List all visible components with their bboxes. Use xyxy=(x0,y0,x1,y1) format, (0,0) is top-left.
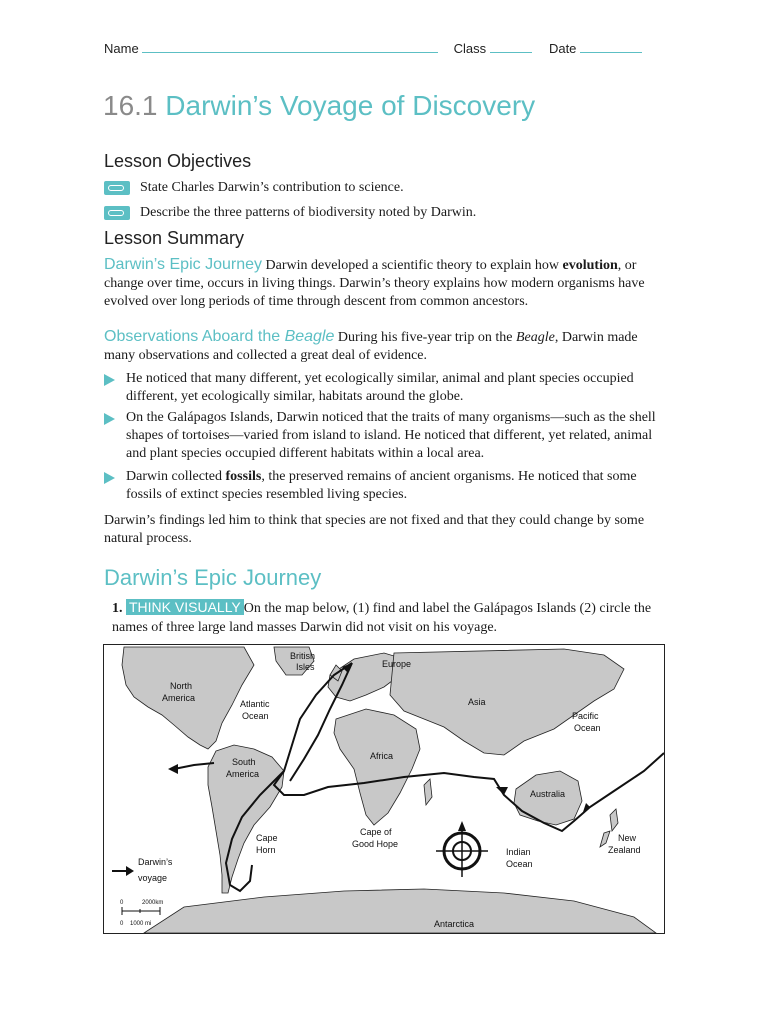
lesson-title: Darwin’s Voyage of Discovery xyxy=(165,90,536,121)
map-label-new-zealand: Zealand xyxy=(608,845,641,855)
scale-label: 0 xyxy=(120,921,124,927)
bullet-text: , the preserved remains of ancient organisms. He noticed that some fossils of extinct species resembled living species. xyxy=(126,469,637,502)
bullet-text: On the Galápagos Islands, Darwin noticed that the traits of many organisms—such as the shell shapes of tortoises—varied from island to island. He noticed that different, yet related, animal and plant species occupied different habitats within a local area. xyxy=(126,410,656,461)
question-number: 1. xyxy=(112,601,123,616)
bullet-item xyxy=(104,370,669,406)
bold-term: fossils xyxy=(225,469,262,484)
name-label: Name xyxy=(104,41,139,56)
question-1 xyxy=(112,598,672,637)
summary-heading: Lesson Summary xyxy=(104,228,245,248)
antarctica-land xyxy=(144,889,656,933)
date-label: Date xyxy=(548,41,577,56)
bold-term: evolution xyxy=(562,258,618,273)
lesson-number: 16.1 xyxy=(103,90,158,121)
paragraph-lead: Darwin’s Epic Journey xyxy=(104,256,262,273)
page-title xyxy=(103,90,535,122)
objective-item xyxy=(104,205,476,221)
map-label-british-isles: Isles xyxy=(296,662,315,672)
map-label-pacific: Pacific xyxy=(572,711,599,721)
scale-bar xyxy=(122,907,160,915)
conclusion-paragraph: Darwin’s findings led him to think that species are not fixed and that they could change by some natural process. xyxy=(104,513,645,546)
map-label-cape-good-hope: Good Hope xyxy=(352,839,399,849)
scale-label: 1000 mi xyxy=(130,921,152,927)
map-label-north-america: North xyxy=(170,681,193,691)
map-label-africa: Africa xyxy=(370,751,394,761)
section-title: Darwin’s Epic Journey xyxy=(104,565,322,590)
class-label: Class xyxy=(453,41,487,56)
map-label-atlantic: Atlantic xyxy=(240,699,270,709)
scale-label: 0 xyxy=(120,900,124,906)
paragraph-text: Darwin developed a scientific theory to explain how xyxy=(262,258,563,273)
madagascar-land xyxy=(424,779,432,805)
map-label-new-zealand: New xyxy=(618,833,637,843)
paragraph-lead xyxy=(104,328,334,345)
map-label-south-america: America xyxy=(226,769,260,779)
map-label-atlantic: Ocean xyxy=(242,711,269,721)
triangle-bullet-icon xyxy=(104,472,115,484)
objective-text: Describe the three patterns of biodiversity noted by Darwin. xyxy=(140,205,477,220)
compass-rose-icon xyxy=(436,821,488,877)
paragraph-text: , Darwin made many observations and collected a great deal of evidence. xyxy=(104,330,638,363)
paragraph-text: , or change over time, occurs in living things. Darwin’s theory explains how modern organisms have evolved over long periods of time through descent from common ancestors. xyxy=(104,258,645,309)
asia-land xyxy=(390,649,624,755)
map-label-antarctica: Antarctica xyxy=(434,919,475,929)
map-label-indian-ocean: Ocean xyxy=(506,859,533,869)
lead-italic: Beagle xyxy=(284,328,335,345)
class-field[interactable] xyxy=(490,40,532,53)
objective-text: State Charles Darwin’s contribution to science. xyxy=(140,180,404,195)
bullet-item xyxy=(104,409,669,463)
scale-label: 2000km xyxy=(142,900,164,906)
summary-paragraph xyxy=(104,328,669,365)
map-label-pacific: Ocean xyxy=(574,723,601,733)
question-text: On the map below, (1) find and label the Galápagos Islands (2) circle the names of three large land masses Darwin did not visit on his voyage. xyxy=(112,601,652,635)
route-arrow xyxy=(496,787,508,795)
key-icon xyxy=(104,206,130,220)
legend-label: Darwin’s xyxy=(138,857,173,867)
map-label-europe: Europe xyxy=(382,659,412,669)
new-zealand-land xyxy=(610,809,618,831)
route-arrow xyxy=(168,764,178,774)
map-label-australia: Australia xyxy=(530,789,566,799)
bullet-text: He noticed that many different, yet ecologically similar, animal and plant species occupied different, yet ecologically similar, habitats around the globe. xyxy=(126,371,634,404)
italic-term: Beagle xyxy=(515,330,555,345)
bullet-text: Darwin collected xyxy=(126,469,226,484)
name-field[interactable] xyxy=(142,40,438,53)
triangle-bullet-icon xyxy=(104,374,115,386)
think-visually-tag: THINK VISUALLY xyxy=(126,599,244,615)
map-label-south-america: South xyxy=(232,757,256,767)
objectives-heading: Lesson Objectives xyxy=(104,151,252,171)
south-america-land xyxy=(208,745,284,893)
triangle-bullet-icon xyxy=(104,413,115,425)
bullet-item xyxy=(104,468,669,504)
map-svg xyxy=(104,645,664,933)
lead-text: Observations Aboard the xyxy=(104,328,285,345)
land-masses xyxy=(122,647,656,933)
map-label-north-america: America xyxy=(162,693,196,703)
map-label-asia: Asia xyxy=(468,697,486,707)
legend-arrow-icon xyxy=(112,866,134,876)
map-label-indian-ocean: Indian xyxy=(506,847,531,857)
world-map[interactable] xyxy=(103,644,665,934)
map-label-cape-horn: Cape xyxy=(256,833,278,843)
africa-land xyxy=(334,709,420,825)
map-label-cape-horn: Horn xyxy=(256,845,276,855)
key-icon xyxy=(104,181,130,195)
student-info-line xyxy=(104,40,642,56)
summary-paragraph xyxy=(104,256,669,311)
map-label-british-isles: British xyxy=(290,651,316,661)
date-field[interactable] xyxy=(580,40,642,53)
legend-label: voyage xyxy=(138,873,168,883)
paragraph-text: During his five-year trip on the xyxy=(334,330,516,345)
objective-item xyxy=(104,180,404,196)
map-label-cape-good-hope: Cape of xyxy=(360,827,392,837)
